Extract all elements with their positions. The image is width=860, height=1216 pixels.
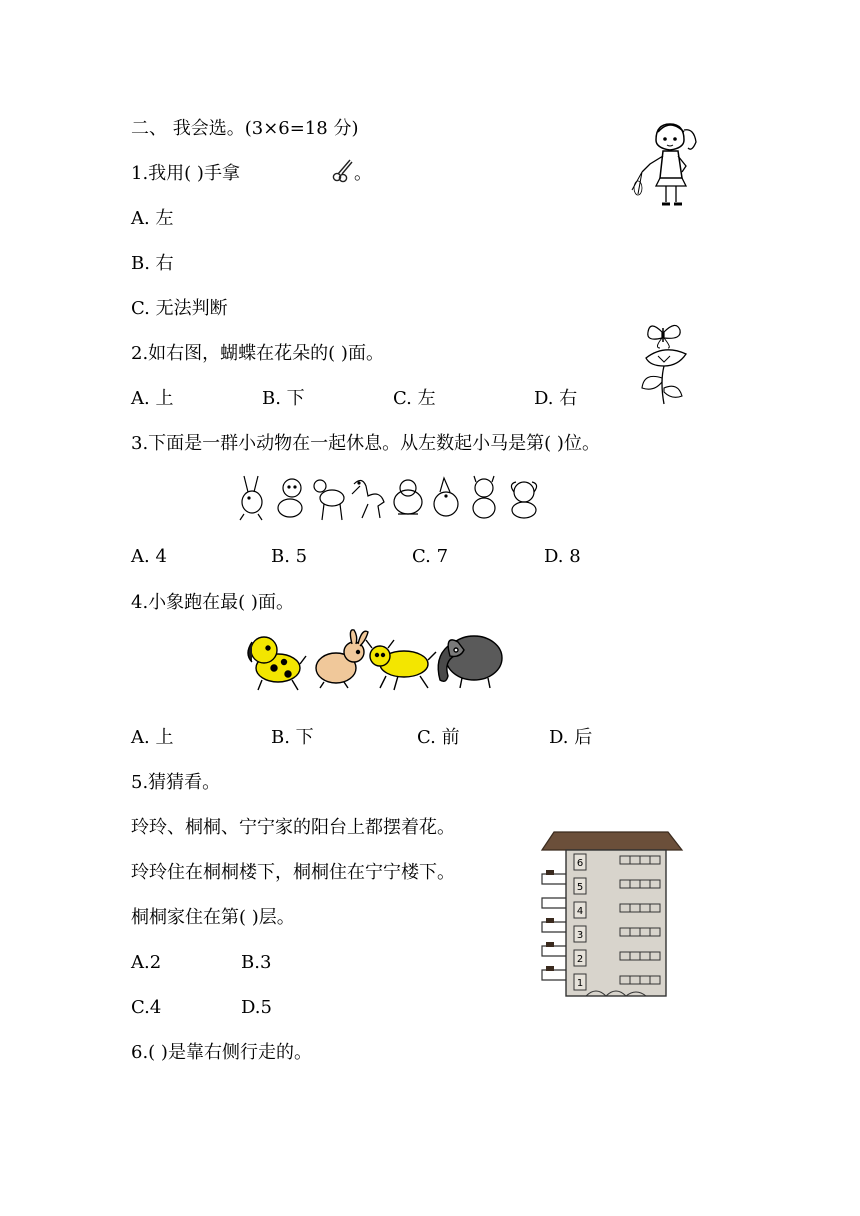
q3-option-a: A. 4 xyxy=(131,546,167,567)
q5-option-b: B.3 xyxy=(241,952,272,973)
running-animals-illustration xyxy=(244,628,508,694)
q4-stem: 4.小象跑在最( )面。 xyxy=(131,592,294,613)
q5-option-d: D.5 xyxy=(241,997,272,1018)
q1-stem: 1.我用( )手拿 xyxy=(131,163,240,184)
q2-option-a: A. 上 xyxy=(131,388,174,409)
q3-stem: 3.下面是一群小动物在一起休息。从左数起小马是第( )位。 xyxy=(131,433,600,454)
q2-stem: 2.如右图，蝴蝶在花朵的( )面。 xyxy=(131,343,384,364)
q1-option-c: C. 无法判断 xyxy=(131,298,228,319)
q1-stem-end: 。 xyxy=(354,163,372,184)
q4-option-c: C. 前 xyxy=(417,727,460,748)
q3-option-b: B. 5 xyxy=(271,546,308,567)
floor-label-3: 3 xyxy=(576,930,584,941)
q4-option-d: D. 后 xyxy=(549,727,593,748)
floor-label-4: 4 xyxy=(576,906,584,917)
q1-option-a: A. 左 xyxy=(131,208,174,229)
floor-label-2: 2 xyxy=(576,954,584,965)
apartment-building-illustration xyxy=(536,830,686,1000)
scissors-icon xyxy=(330,157,354,183)
q4-option-a: A. 上 xyxy=(131,727,174,748)
section-heading: 二、 我会选。(3×6=18 分) xyxy=(131,118,359,139)
floor-label-1: 1 xyxy=(576,978,584,989)
q5-stem: 5.猜猜看。 xyxy=(131,772,221,793)
q2-option-d: D. 右 xyxy=(534,388,578,409)
floor-label-5: 5 xyxy=(576,882,584,893)
q1-option-b: B. 右 xyxy=(131,253,174,274)
q5-line-2: 玲玲住在桐桐楼下，桐桐住在宁宁楼下。 xyxy=(131,862,455,883)
q5-line-3: 桐桐家住在第( )层。 xyxy=(131,907,295,928)
q5-option-a: A.2 xyxy=(131,952,162,973)
q6-stem: 6.( )是靠右侧行走的。 xyxy=(131,1042,312,1063)
floor-label-6: 6 xyxy=(576,858,584,869)
girl-illustration xyxy=(630,118,710,210)
resting-animals-row-illustration xyxy=(234,474,546,522)
q5-line-1: 玲玲、桐桐、宁宁家的阳台上都摆着花。 xyxy=(131,817,455,838)
q5-option-c: C.4 xyxy=(131,997,162,1018)
butterfly-flower-illustration xyxy=(634,318,694,408)
q3-option-c: C. 7 xyxy=(412,546,449,567)
q2-option-c: C. 左 xyxy=(393,388,436,409)
q4-option-b: B. 下 xyxy=(271,727,314,748)
q2-option-b: B. 下 xyxy=(262,388,305,409)
q3-option-d: D. 8 xyxy=(544,546,581,567)
